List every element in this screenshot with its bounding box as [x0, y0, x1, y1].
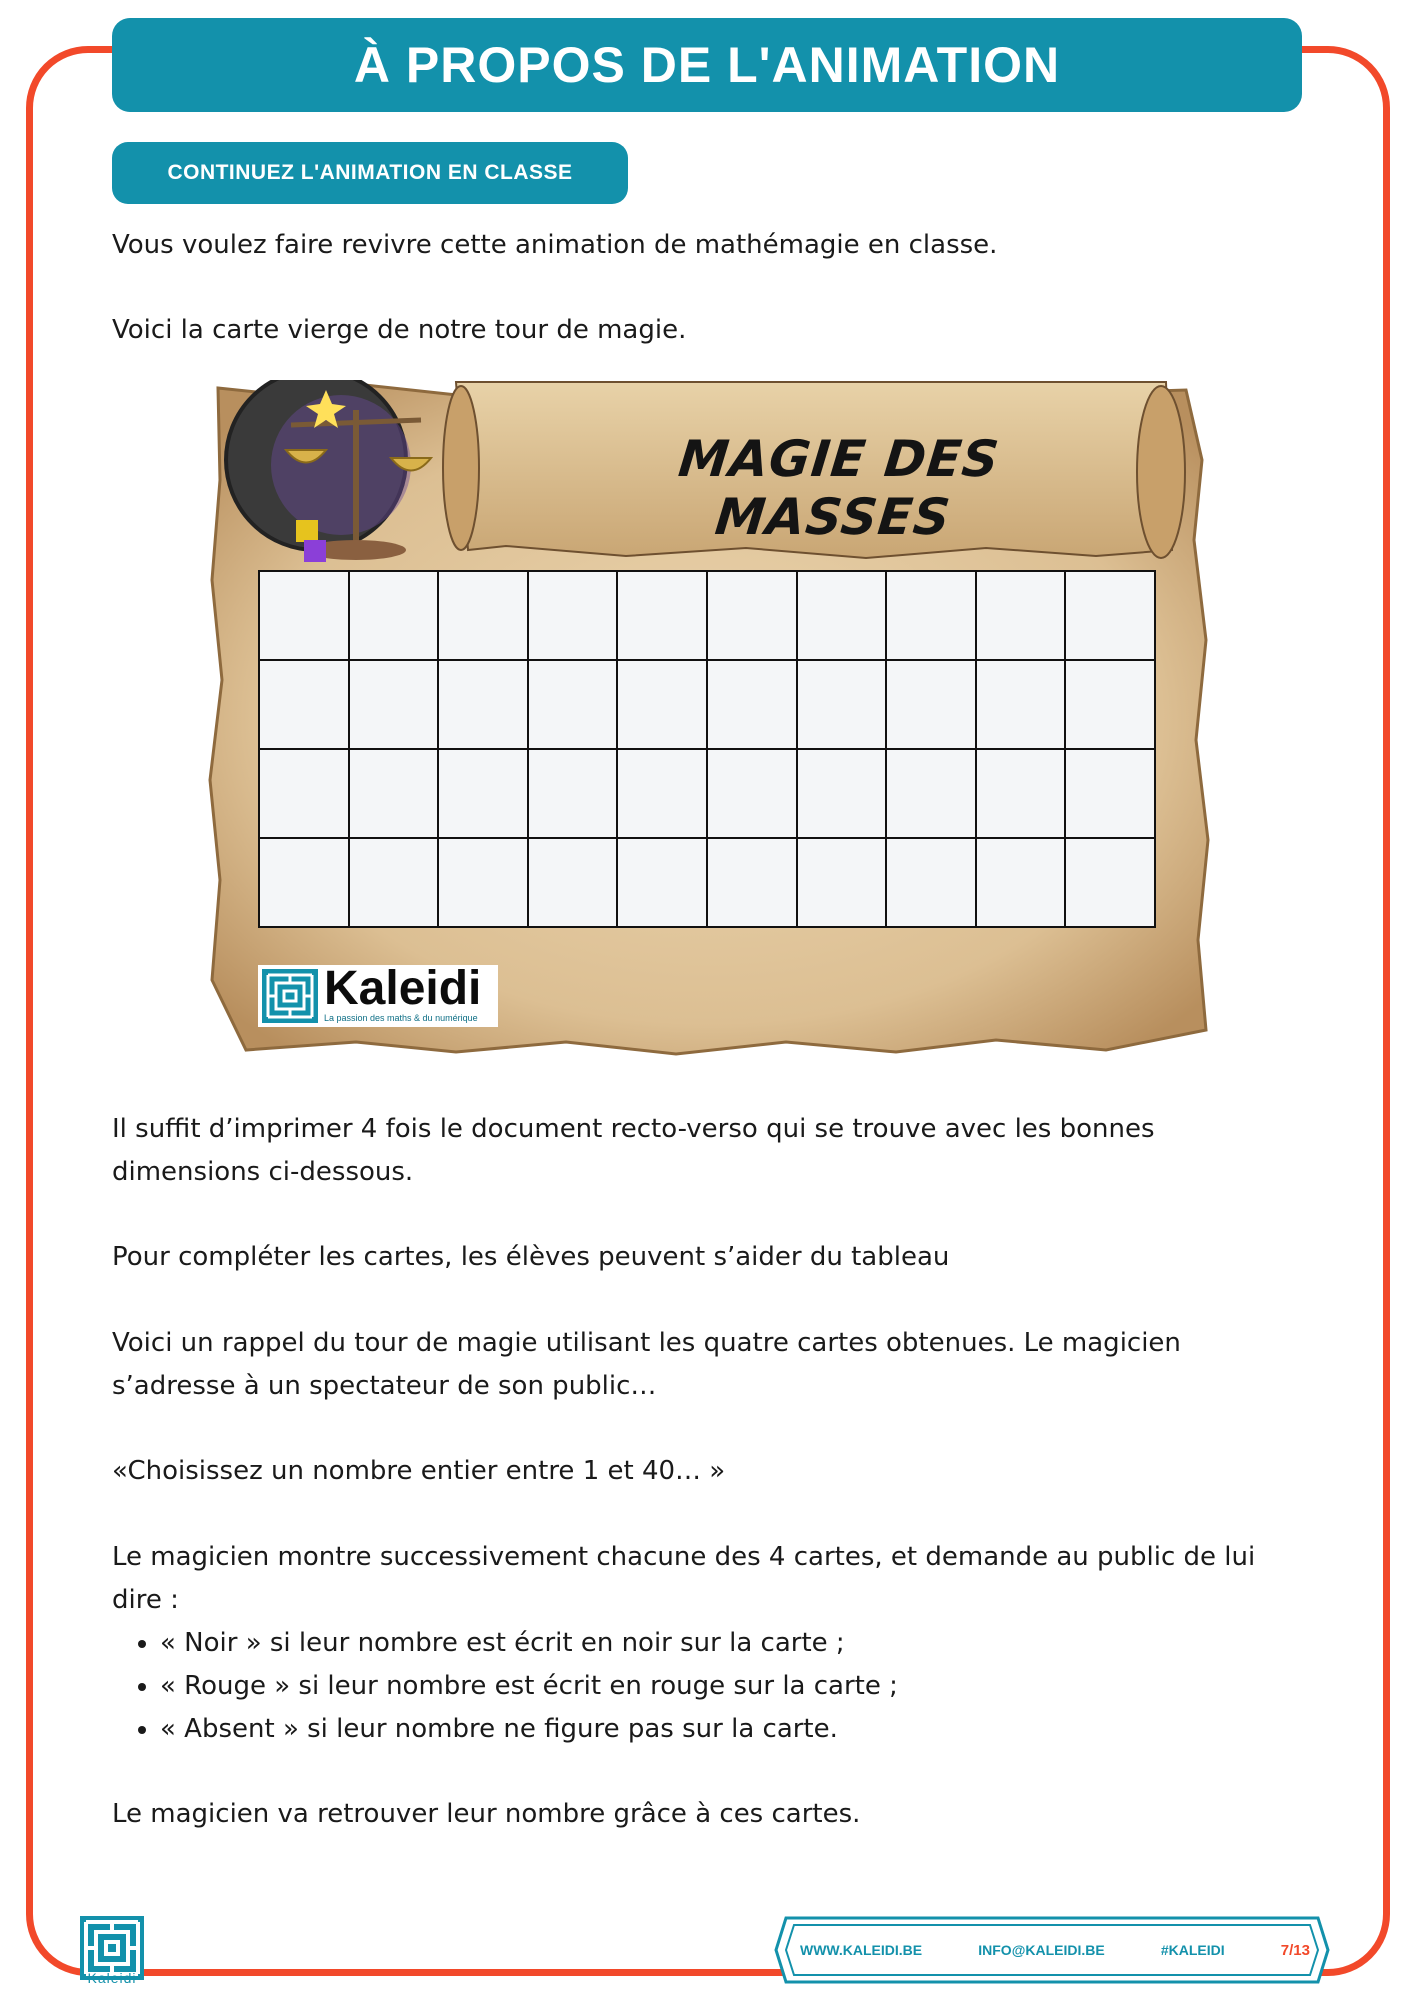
- footer-email-link[interactable]: INFO@KALEIDI.BE: [978, 1942, 1105, 1958]
- grid-cell: [528, 749, 618, 838]
- footer-logo-name: Kaleidi: [87, 1970, 137, 1986]
- page-title: [112, 18, 1302, 112]
- grid-cell: [438, 571, 528, 660]
- grid-cell: [797, 838, 887, 927]
- grid-cell: [349, 660, 439, 749]
- grid-cell: [349, 838, 439, 927]
- grid-cell: [259, 749, 349, 838]
- grid-cell: [797, 571, 887, 660]
- paragraph-table: Pour compléter les cartes, les élèves peuvent s’aider du tableau: [112, 1242, 950, 1272]
- grid-cell: [707, 838, 797, 927]
- section-label: [112, 142, 628, 204]
- grid-cell: [707, 571, 797, 660]
- footer-website-link[interactable]: WWW.KALEIDI.BE: [800, 1942, 923, 1958]
- grid-cell: [976, 660, 1066, 749]
- list-item: • « Absent » si leur nombre ne figure pas sur la carte.: [160, 1708, 898, 1751]
- footer-contact: [800, 1932, 1310, 1968]
- section-label-text: CONTINUEZ L'ANIMATION EN CLASSE: [167, 161, 573, 184]
- grid-cell: [707, 749, 797, 838]
- grid-row: [259, 660, 1155, 749]
- grid-cell: [976, 571, 1066, 660]
- grid-cell: [797, 660, 887, 749]
- grid-cell: [1065, 660, 1155, 749]
- grid-cell: [617, 749, 707, 838]
- grid-cell: [528, 571, 618, 660]
- card-kaleidi-logo: [258, 962, 498, 1027]
- list-item: • « Noir » si leur nombre est écrit en noir sur la carte ;: [160, 1622, 898, 1665]
- grid-cell: [976, 838, 1066, 927]
- grid-cell: [1065, 571, 1155, 660]
- grid-cell: [349, 571, 439, 660]
- grid-cell: [438, 838, 528, 927]
- grid-cell: [797, 749, 887, 838]
- grid-cell: [438, 660, 528, 749]
- list-item: • « Rouge » si leur nombre est écrit en rouge sur la carte ;: [160, 1665, 898, 1708]
- grid-row: [259, 838, 1155, 927]
- grid-cell: [259, 660, 349, 749]
- grid-cell: [438, 749, 528, 838]
- grid-cell: [886, 749, 976, 838]
- paragraph-conclusion: Le magicien va retrouver leur nombre grâce à ces cartes.: [112, 1799, 861, 1829]
- card-title: MAGIE DES MASSES: [675, 430, 1003, 546]
- paragraph-blank-card: Voici la carte vierge de notre tour de magie.: [112, 315, 687, 345]
- grid-cell: [259, 838, 349, 927]
- answer-list: [112, 1622, 898, 1751]
- magic-card-image: [206, 380, 1212, 1058]
- card-grid: [258, 570, 1156, 928]
- grid-cell: [259, 571, 349, 660]
- grid-cell: [976, 749, 1066, 838]
- grid-cell: [707, 660, 797, 749]
- grid-cell: [617, 660, 707, 749]
- grid-cell: [886, 838, 976, 927]
- card-logo-name: Kaleidi: [324, 962, 482, 1015]
- grid-cell: [617, 571, 707, 660]
- paragraph-magician-shows: Le magicien montre successivement chacune des 4 cartes, et demande au public de lui dire :: [112, 1542, 1256, 1615]
- page-title-text: À PROPOS DE L'ANIMATION: [353, 37, 1061, 93]
- grid-cell: [886, 571, 976, 660]
- paragraph-print: Il suffit d’imprimer 4 fois le document recto-verso qui se trouve avec les bonnes dimensions ci-dessous.: [112, 1114, 1155, 1187]
- grid-cell: [528, 838, 618, 927]
- card-logo-tagline: La passion des maths & du numérique: [324, 1013, 478, 1023]
- grid-cell: [528, 660, 618, 749]
- paragraph-choose-number: «Choisissez un nombre entier entre 1 et 40… »: [112, 1456, 726, 1486]
- grid-cell: [349, 749, 439, 838]
- page-number: 7/13: [1280, 1941, 1310, 1959]
- grid-row: [259, 749, 1155, 838]
- paragraph-recap: Voici un rappel du tour de magie utilisant les quatre cartes obtenues. Le magicien s’adresse à un spectateur de son public…: [112, 1328, 1181, 1401]
- grid-cell: [886, 660, 976, 749]
- grid-cell: [1065, 749, 1155, 838]
- grid-row: [259, 571, 1155, 660]
- footer-hashtag: #KALEIDI: [1160, 1942, 1225, 1958]
- grid-cell: [617, 838, 707, 927]
- kaleidi-maze-icon: [262, 969, 318, 1023]
- paragraph-intro: Vous voulez faire revivre cette animation de mathémagie en classe.: [112, 230, 998, 260]
- grid-cell: [1065, 838, 1155, 927]
